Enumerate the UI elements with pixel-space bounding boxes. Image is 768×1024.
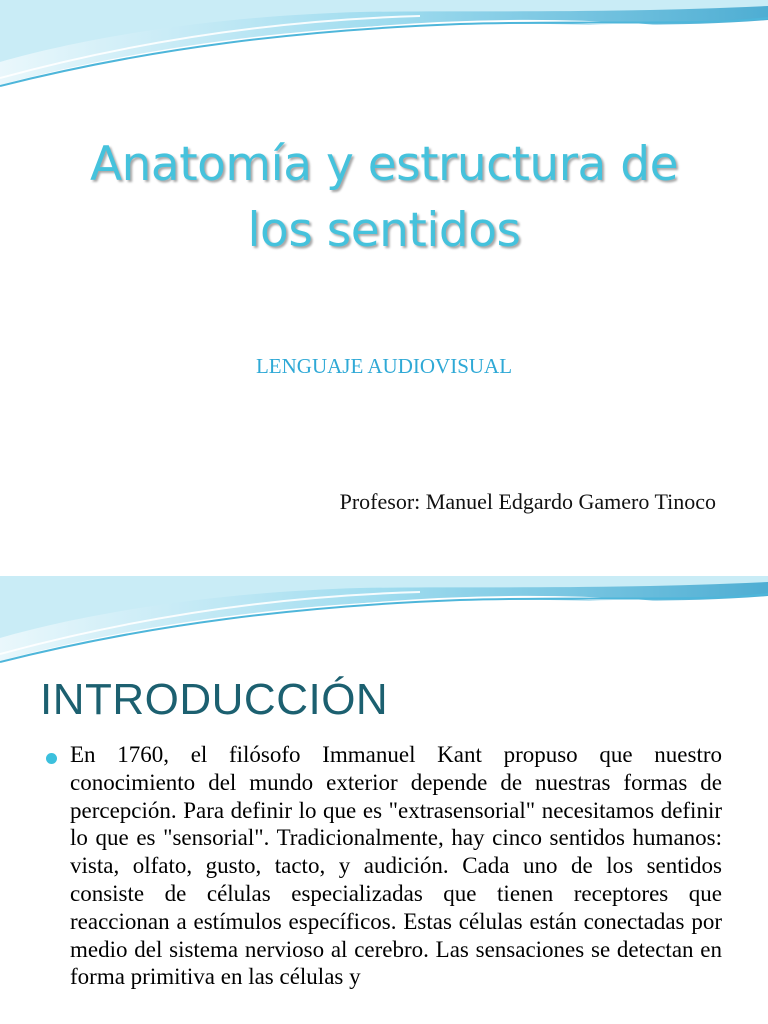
slide-title (0, 132, 768, 264)
wave-banner (0, 576, 768, 671)
bullet-item (46, 741, 722, 991)
title-line-1: Anatomía y estructura de (89, 137, 679, 192)
intro-heading: INTRODUCCIÓN (40, 675, 389, 724)
professor-name: Profesor: Manuel Edgardo Gamero Tinoco (339, 489, 716, 514)
wave-banner (0, 0, 768, 95)
bullet-text: En 1760, el filósofo Immanuel Kant propuso que nuestro conocimiento del mundo exterior depende de nuestras formas de percepción. Para definir lo que es "extrasensorial" necesitamos definir lo que es "sensorial". Tradicionalmente, hay cinco sentidos humanos: vista, olfato, gusto, tacto, y audición. Cada uno de los sentidos consiste de células especializadas que tienen receptores que reaccionan a estímulos específicos. Estas células están conectadas por medio del sistema nervioso al cerebro. Las sensaciones se detectan en forma primitiva en las células y (70, 742, 722, 990)
introduction-slide (0, 576, 768, 1024)
bullet-icon (46, 753, 57, 764)
course-subtitle: LENGUAJE AUDIOVISUAL (255, 354, 513, 378)
title-line-2: los sentidos (247, 203, 521, 258)
